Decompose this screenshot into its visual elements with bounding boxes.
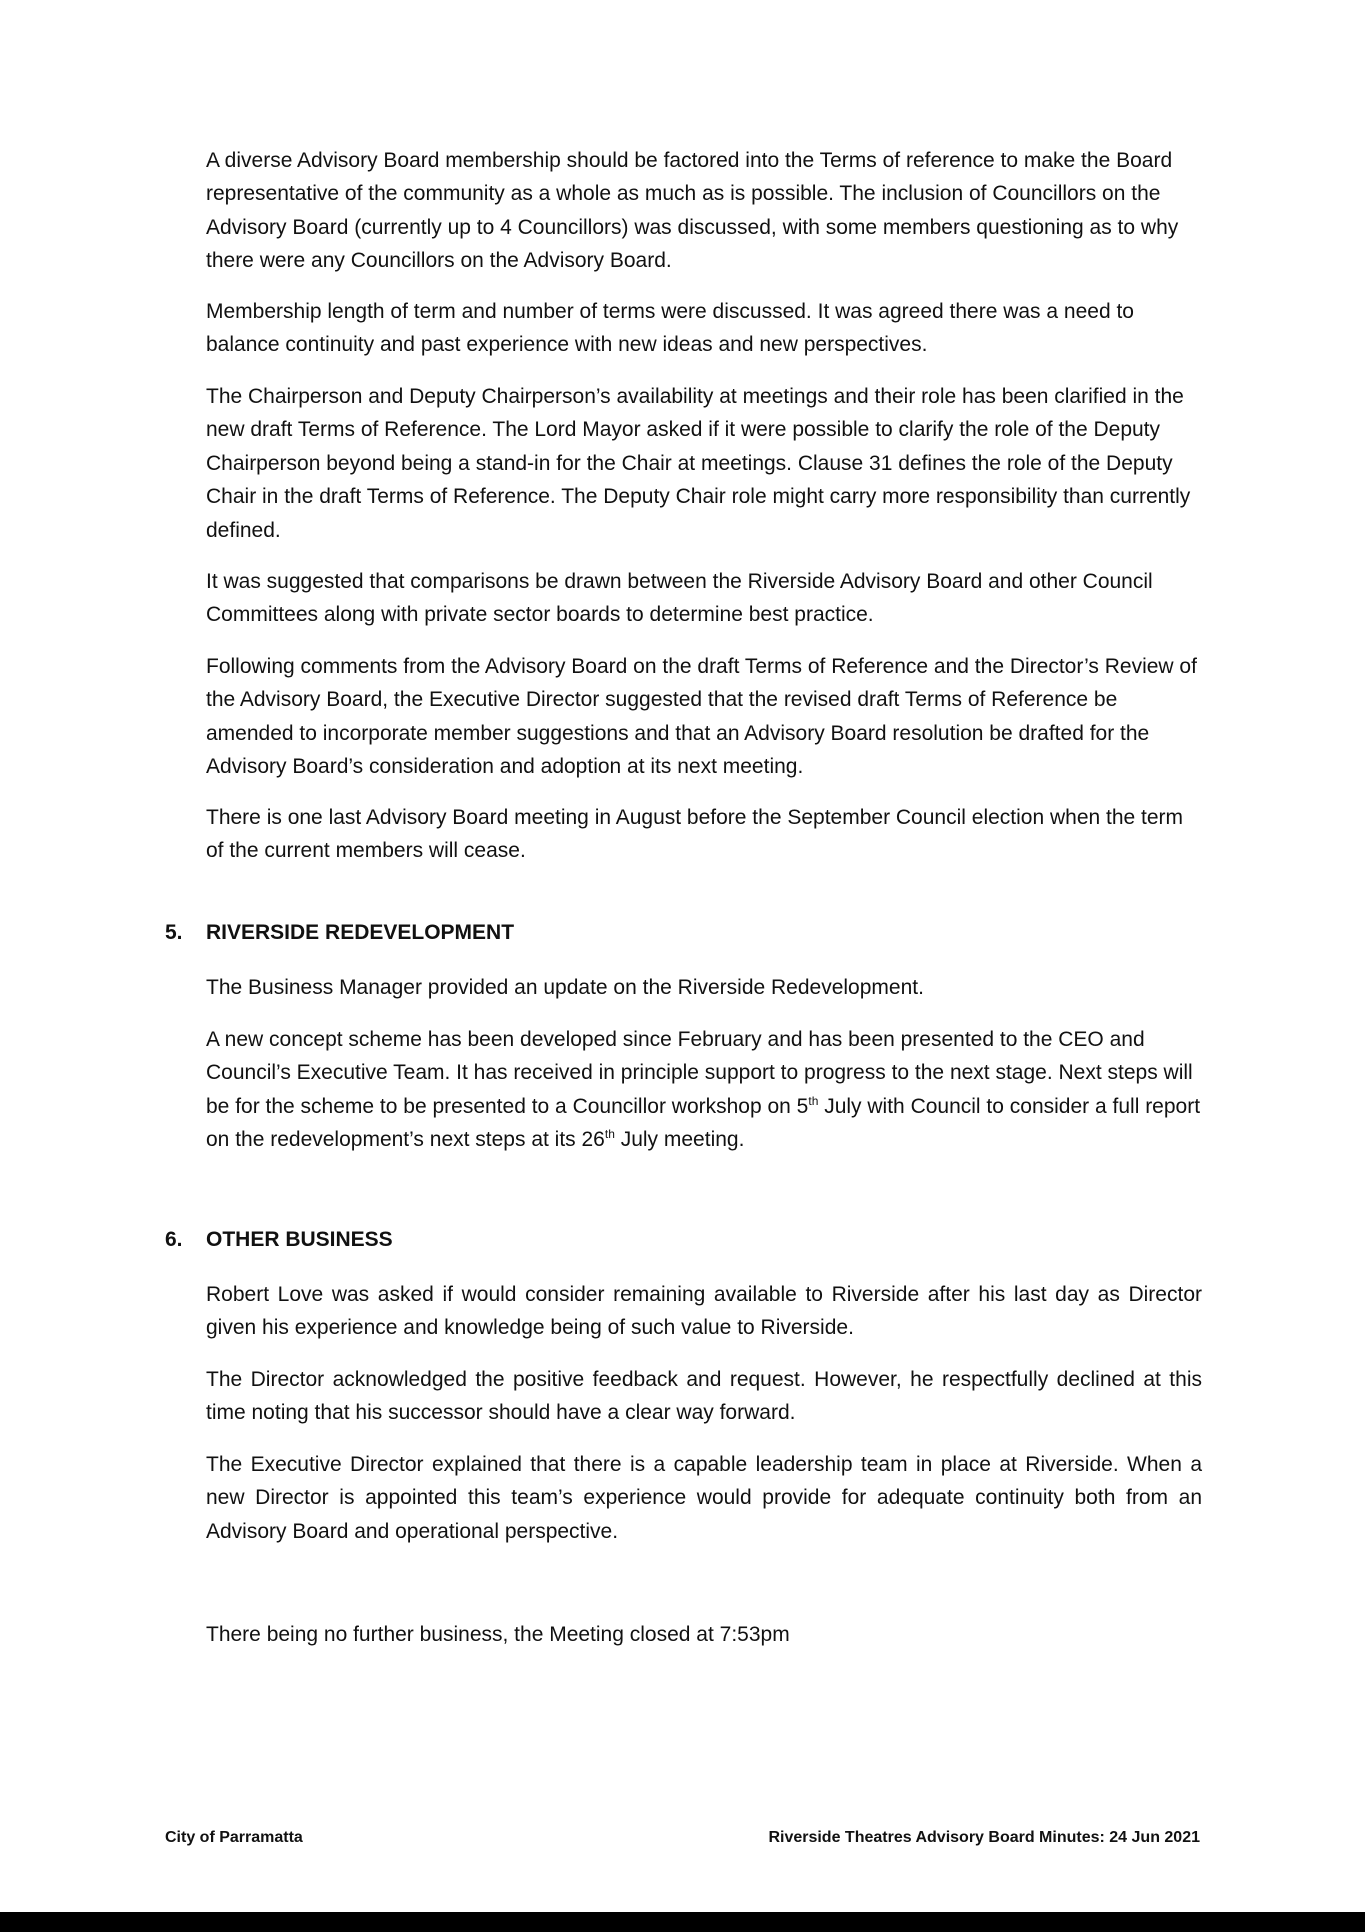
paragraph-term-length: Membership length of term and number of terms were discussed. It was agreed there was a need to balance continuity and past experience with new ideas and new perspectives. xyxy=(206,300,1134,357)
paragraph-business-manager-update: The Business Manager provided an update on the Riverside Redevelopment. xyxy=(206,976,924,999)
concept-scheme-text-a: A new concept scheme has been developed since February and has been presented to the CEO and Council’s Executive Team. It has received in principle support to progress to the next stage. Next steps will be for the scheme to be presented to a Councillor workshop on 5 xyxy=(206,1028,1193,1118)
paragraph-comparisons: It was suggested that comparisons be drawn between the Riverside Advisory Board and other Council Committees along with private sector boards to determine best practice. xyxy=(206,570,1153,627)
paragraph-concept-scheme xyxy=(206,1023,1202,1157)
paragraph-robert-love: Robert Love was asked if would consider remaining available to Riverside after his last day as Director given his experience and knowledge being of such value to Riverside. xyxy=(206,1283,1202,1340)
ordinal-suffix: th xyxy=(808,1093,819,1108)
concept-scheme-text-c: July meeting. xyxy=(614,1128,745,1152)
section-5-number: 5. xyxy=(165,921,183,944)
footer-organization: City of Parramatta xyxy=(165,1829,303,1846)
concept-scheme-text-b: July with Council to consider a full report on the redevelopment’s next steps at its 26 xyxy=(206,1094,1201,1152)
paragraph-following-comments: Following comments from the Advisory Board on the draft Terms of Reference and the Director’s Review of the Advisory Board, the Executive Director suggested that the revised draft Terms of Reference be amended to incorporate member suggestions and that an Advisory Board resolution be drafted for the Advisory Board’s consideration and adoption at its next meeting. xyxy=(206,655,1197,779)
paragraph-executive-director: The Executive Director explained that there is a capable leadership team in place at Riverside. When a new Director is appointed this team’s experience would provide for adequate continuity both from an Advisory Board and operational perspective. xyxy=(206,1453,1202,1543)
paragraph-meeting-closed: There being no further business, the Meeting closed at 7:53pm xyxy=(206,1623,790,1646)
ordinal-suffix: th xyxy=(604,1127,615,1142)
paragraph-director-acknowledged: The Director acknowledged the positive feedback and request. However, he respectfully declined at this time noting that his successor should have a clear way forward. xyxy=(206,1368,1202,1425)
section-5-title: RIVERSIDE REDEVELOPMENT xyxy=(206,921,515,944)
footer-document-title: Riverside Theatres Advisory Board Minutes: 24 Jun 2021 xyxy=(768,1829,1200,1846)
paragraph-chairperson-role: The Chairperson and Deputy Chairperson’s availability at meetings and their role has been clarified in the new draft Terms of Reference. The Lord Mayor asked if it were possible to clarify the role of the Deputy Chairperson beyond being a stand-in for the Chair at meetings. Clause 31 defines the role of the Deputy Chair in the draft Terms of Reference. The Deputy Chair role might carry more responsibility than currently defined. xyxy=(206,385,1191,542)
section-6-title: OTHER BUSINESS xyxy=(206,1228,393,1251)
paragraph-last-meeting: There is one last Advisory Board meeting in August before the September Council election when the term of the current members will cease. xyxy=(206,806,1184,863)
section-6-number: 6. xyxy=(165,1228,183,1251)
paragraph-board-membership: A diverse Advisory Board membership should be factored into the Terms of reference to make the Board representative of the community as a whole as much as is possible. The inclusion of Councillors on the Advisory Board (currently up to 4 Councillors) was discussed, with some members questioning as to why there were any Councillors on the Advisory Board. xyxy=(206,149,1179,273)
page-bottom-border xyxy=(0,1912,1365,1932)
